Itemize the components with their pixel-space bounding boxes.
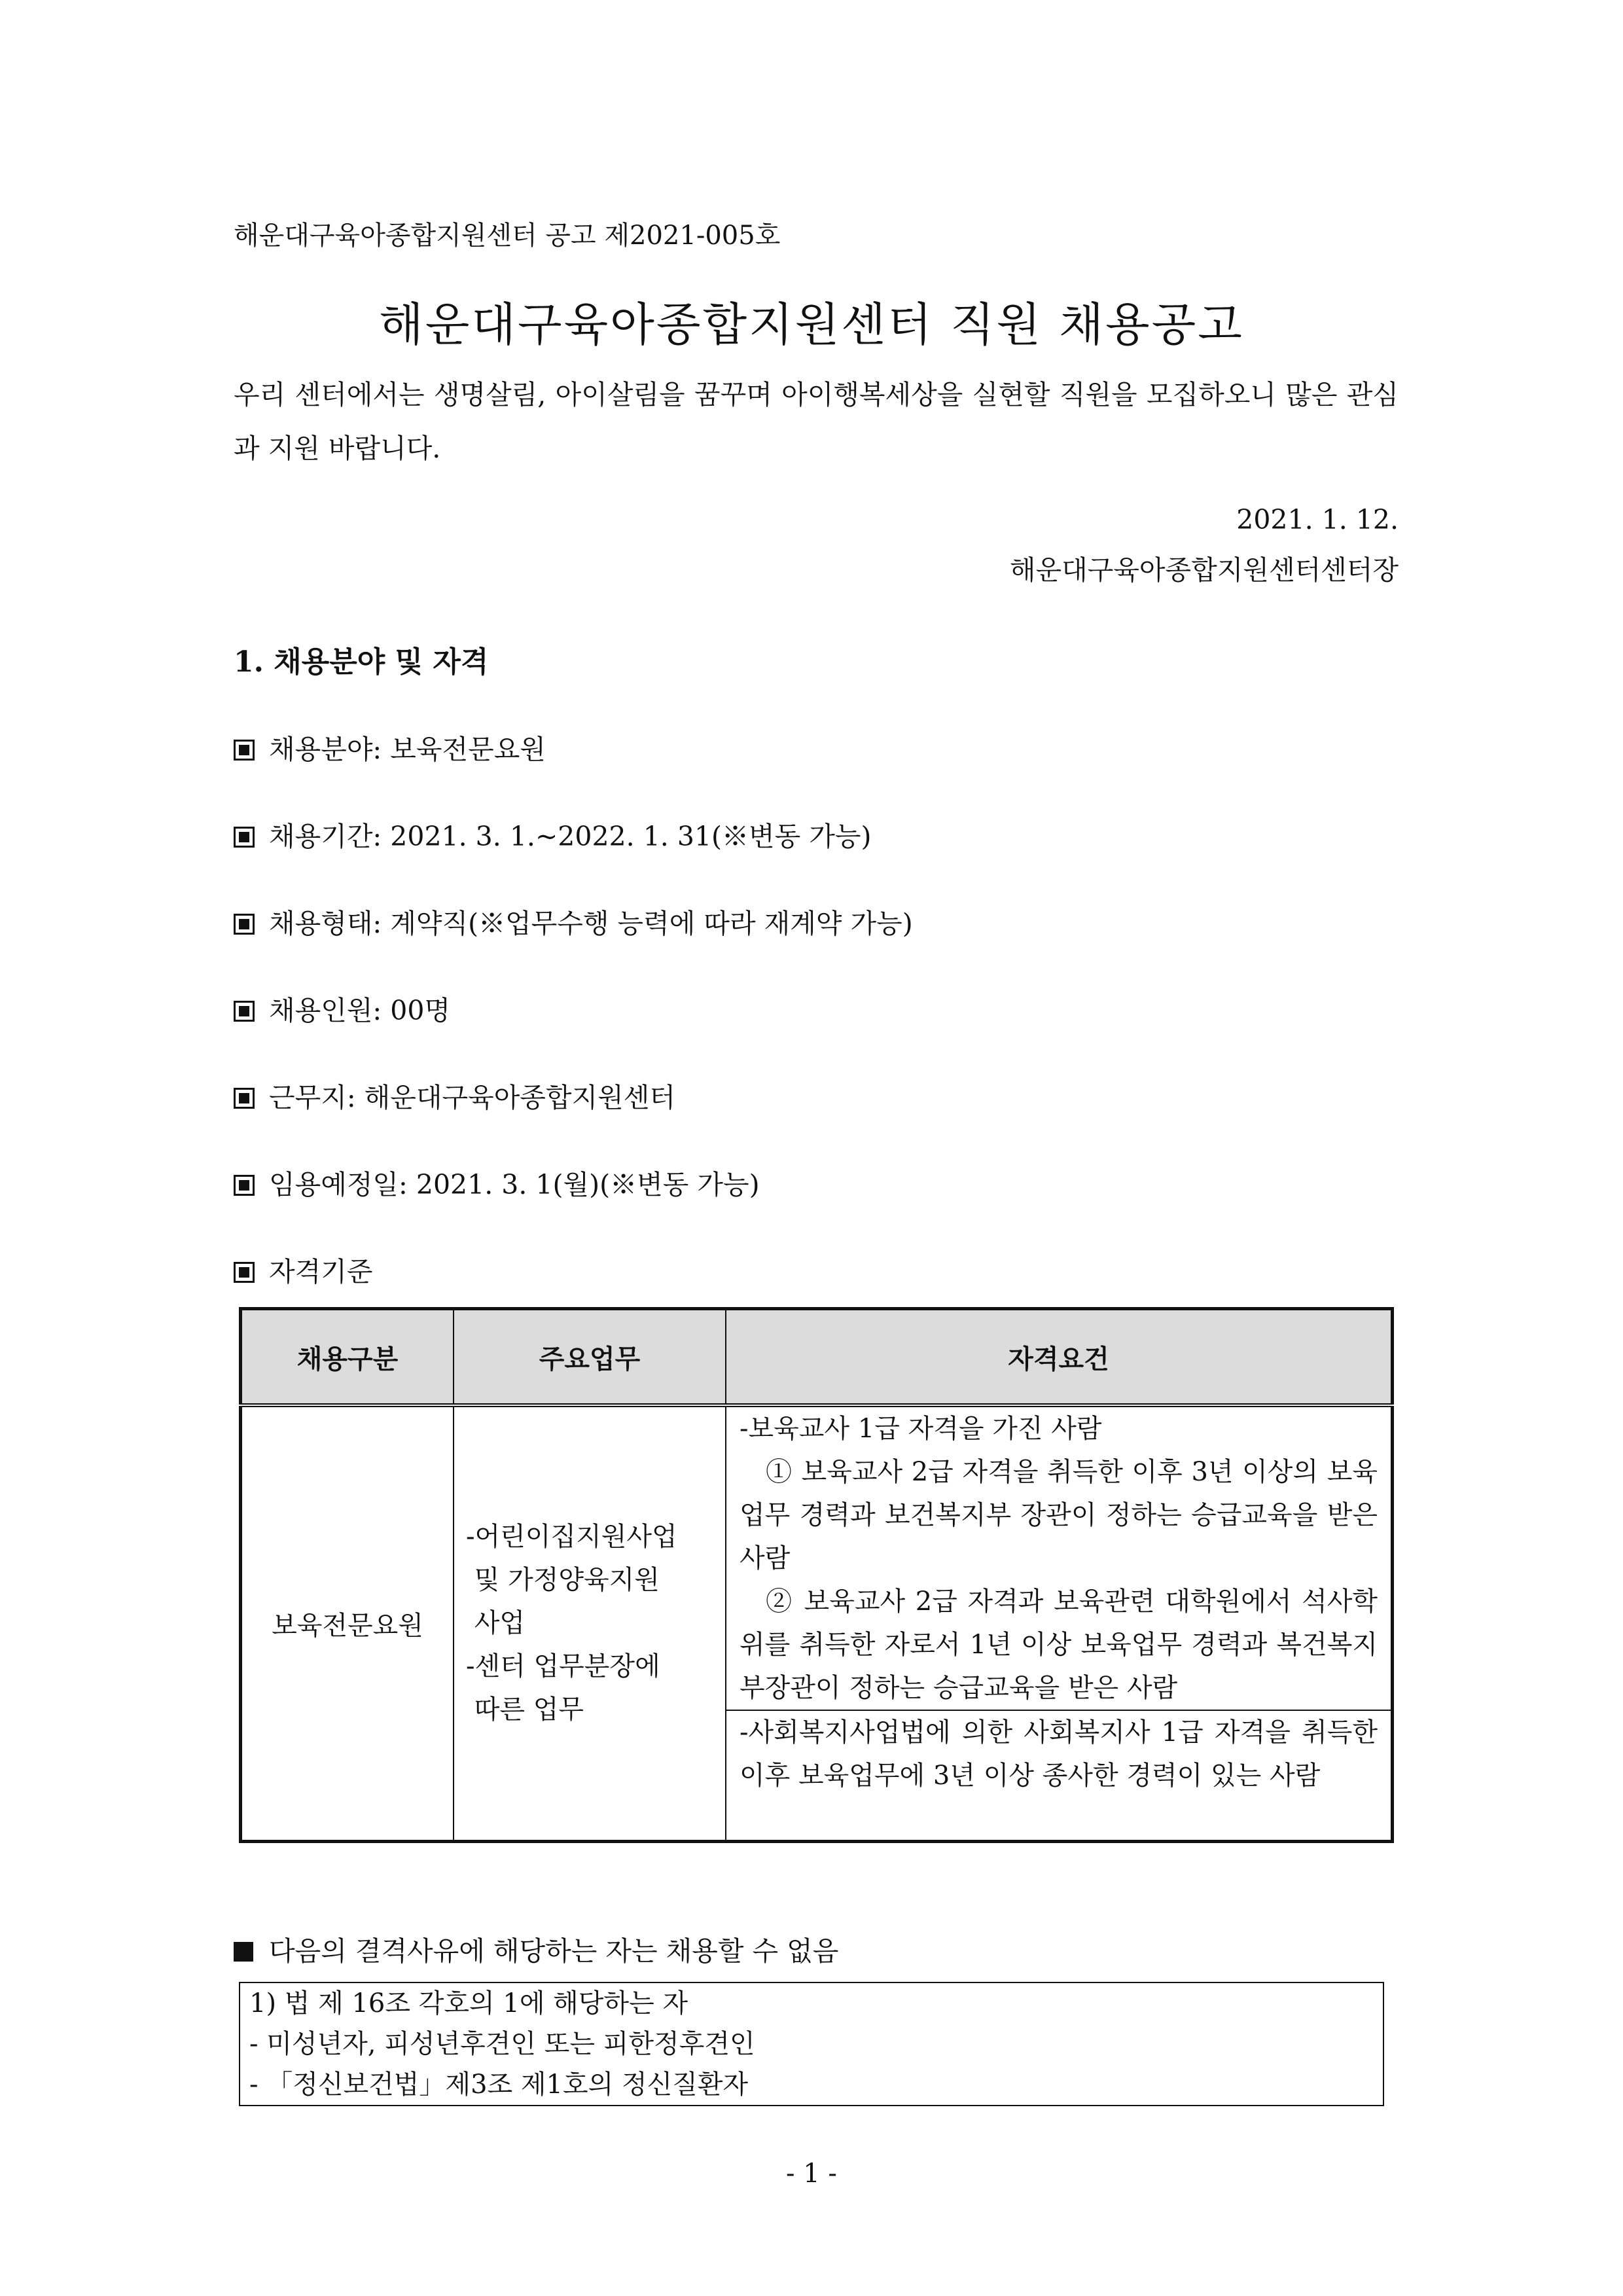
qualification-table [239, 1307, 1394, 1843]
bullet-type: 채용형태: 계약직(※업무수행 능력에 따라 재계약 가능) [234, 902, 913, 941]
notice-number: 해운대구육아종합지원센터 공고 제2021-005호 [234, 221, 781, 251]
square-bullet-icon [234, 1175, 255, 1196]
qual-line: ① 보육교사 2급 자격을 취득한 이후 3년 이상의 보육업무 경력과 보건복지부 장관이 정하는 승급교육을 받은 사람 [740, 1457, 1378, 1573]
notice-date: 2021. 1. 12. [1236, 504, 1399, 535]
header-duties: 주요업무 [454, 1309, 726, 1406]
section-heading: 1. 채용분야 및 자격 [234, 645, 489, 679]
bullet-period: 채용기간: 2021. 3. 1.~2022. 1. 31(※변동 가능) [234, 815, 871, 853]
square-bullet-icon [234, 1262, 255, 1283]
cell-category: 보육전문요원 [241, 1405, 454, 1841]
bullet-field: 채용분야: 보육전문요원 [234, 728, 546, 766]
qual-line: ② 보육교사 2급 자격과 보육관련 대학원에서 석사학위를 취득한 자로서 1년 이상 보육업무 경력과 복건복지부장관이 정하는 승급교육을 받은 사람 [740, 1587, 1378, 1703]
duty-line: -어린이집지원사업 [466, 1522, 677, 1552]
page-number: - 1 - [786, 2159, 837, 2189]
square-bullet-icon [234, 827, 255, 848]
disq-line: 1) 법 제 16조 각호의 1에 해당하는 자 [249, 1988, 688, 2018]
bullet-criteria: 자격기준 [234, 1250, 372, 1289]
table-row [241, 1405, 1393, 1710]
bullet-start-date: 임용예정일: 2021. 3. 1(월)(※변동 가능) [234, 1163, 760, 1202]
square-bullet-icon [234, 1001, 255, 1022]
bullet-workplace: 근무지: 해운대구육아종합지원센터 [234, 1076, 675, 1115]
qual-line: -보육교사 1급 자격을 가진 사람 [740, 1414, 1102, 1444]
notice-signer: 해운대구육아종합지원센터센터장 [1009, 554, 1399, 586]
disqualification-heading: 다음의 결격사유에 해당하는 자는 채용할 수 없음 [234, 1929, 838, 1968]
disqualification-box [239, 1982, 1384, 2106]
cell-qualification-social-worker: -사회복지사업법에 의한 사회복지사 1급 자격을 취득한 이후 보육업무에 3년 이상 종사한 경력이 있는 사람 [726, 1710, 1393, 1841]
square-bullet-icon [234, 740, 255, 761]
intro-paragraph: 우리 센터에서는 생명살림, 아이살림을 꿈꾸며 아이행복세상을 실현할 직원을 모집하오니 많은 관심과 지원 바랍니다. [234, 379, 1399, 464]
square-bullet-icon [234, 914, 255, 935]
duty-line: 사업 [466, 1608, 525, 1639]
header-qualifications: 자격요건 [726, 1309, 1393, 1406]
filled-square-icon [234, 1942, 253, 1962]
bullet-headcount: 채용인원: 00명 [234, 989, 450, 1028]
disq-line: - 미성년자, 피성년후견인 또는 피한정후견인 [249, 2029, 755, 2059]
page-title: 해운대구육아종합지원센터 직원 채용공고 [379, 298, 1244, 351]
cell-qualification-teacher [726, 1405, 1393, 1710]
disq-line: - 「정신보건법」제3조 제1호의 정신질환자 [249, 2070, 749, 2100]
duty-line: -센터 업무분장에 [466, 1651, 660, 1682]
header-category: 채용구분 [241, 1309, 454, 1406]
duty-line: 및 가정양육지원 [466, 1565, 660, 1596]
cell-duties [454, 1405, 726, 1841]
table-header-row [241, 1309, 1393, 1406]
square-bullet-icon [234, 1088, 255, 1109]
duty-line: 따른 업무 [466, 1695, 584, 1725]
